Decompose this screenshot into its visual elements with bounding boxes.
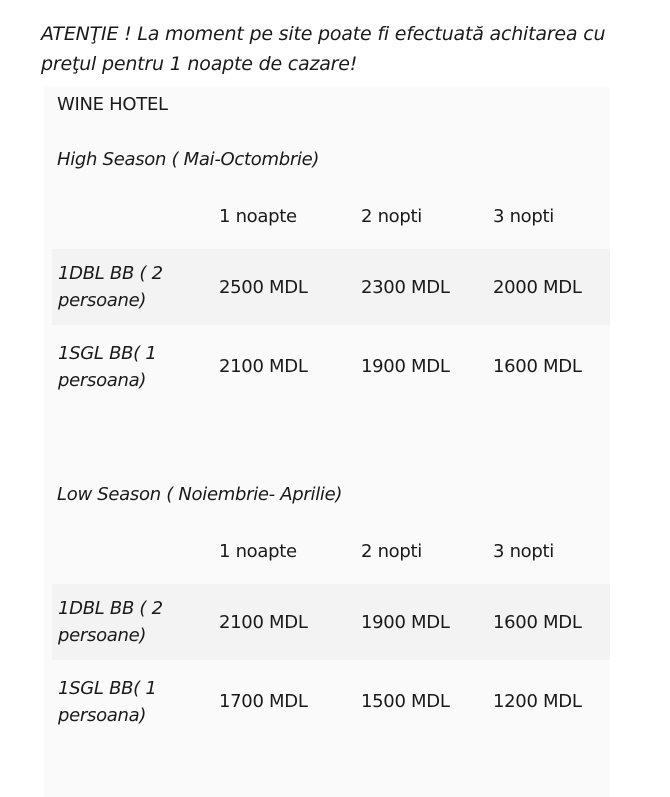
header-3-nights: 3 nopti <box>479 518 610 584</box>
table-row <box>52 584 610 660</box>
payment-notice <box>41 19 641 79</box>
header-blank-cell <box>52 518 205 584</box>
low-season-rates-table <box>52 518 610 743</box>
price-cell: 2000 MDL <box>479 249 610 325</box>
low-season-title: Low Season ( Noiembrie- Aprilie) <box>57 484 343 505</box>
price-cell: 1600 MDL <box>479 325 610 408</box>
room-type-cell <box>52 660 205 743</box>
price-cell: 1600 MDL <box>479 584 610 660</box>
payment-notice-line-1: ATENŢIE ! La moment pe site poate fi efectuată achitarea cu <box>41 23 606 45</box>
hotel-name: WINE HOTEL <box>57 94 168 115</box>
room-type-label: 1DBL BB ( 2 persoane) <box>58 598 163 646</box>
table-row <box>52 249 610 325</box>
price-cell: 2100 MDL <box>205 584 347 660</box>
table-row <box>52 660 610 743</box>
table-header-row <box>52 183 610 249</box>
price-cell: 2100 MDL <box>205 325 347 408</box>
price-cell: 1200 MDL <box>479 660 610 743</box>
high-season-rates-table <box>52 183 610 408</box>
header-1-night: 1 noapte <box>205 518 347 584</box>
room-type-cell <box>52 325 205 408</box>
header-2-nights: 2 nopti <box>347 518 479 584</box>
room-type-label: 1SGL BB( 1 persoana) <box>58 342 157 391</box>
price-cell: 2500 MDL <box>205 249 347 325</box>
high-season-title: High Season ( Mai-Octombrie) <box>57 149 320 170</box>
price-cell: 1700 MDL <box>205 660 347 743</box>
header-blank-cell <box>52 183 205 249</box>
header-2-nights: 2 nopti <box>347 183 479 249</box>
header-3-nights: 3 nopti <box>479 183 610 249</box>
price-cell: 2300 MDL <box>347 249 479 325</box>
table-header-row <box>52 518 610 584</box>
room-type-cell <box>52 249 205 325</box>
room-type-label: 1SGL BB( 1 persoana) <box>58 677 157 726</box>
header-1-night: 1 noapte <box>205 183 347 249</box>
price-cell: 1500 MDL <box>347 660 479 743</box>
price-cell: 1900 MDL <box>347 325 479 408</box>
payment-notice-line-2: preţul pentru 1 noapte de cazare! <box>41 53 358 75</box>
table-row <box>52 325 610 408</box>
room-type-cell <box>52 584 205 660</box>
room-type-label: 1DBL BB ( 2 persoane) <box>58 263 163 311</box>
price-cell: 1900 MDL <box>347 584 479 660</box>
